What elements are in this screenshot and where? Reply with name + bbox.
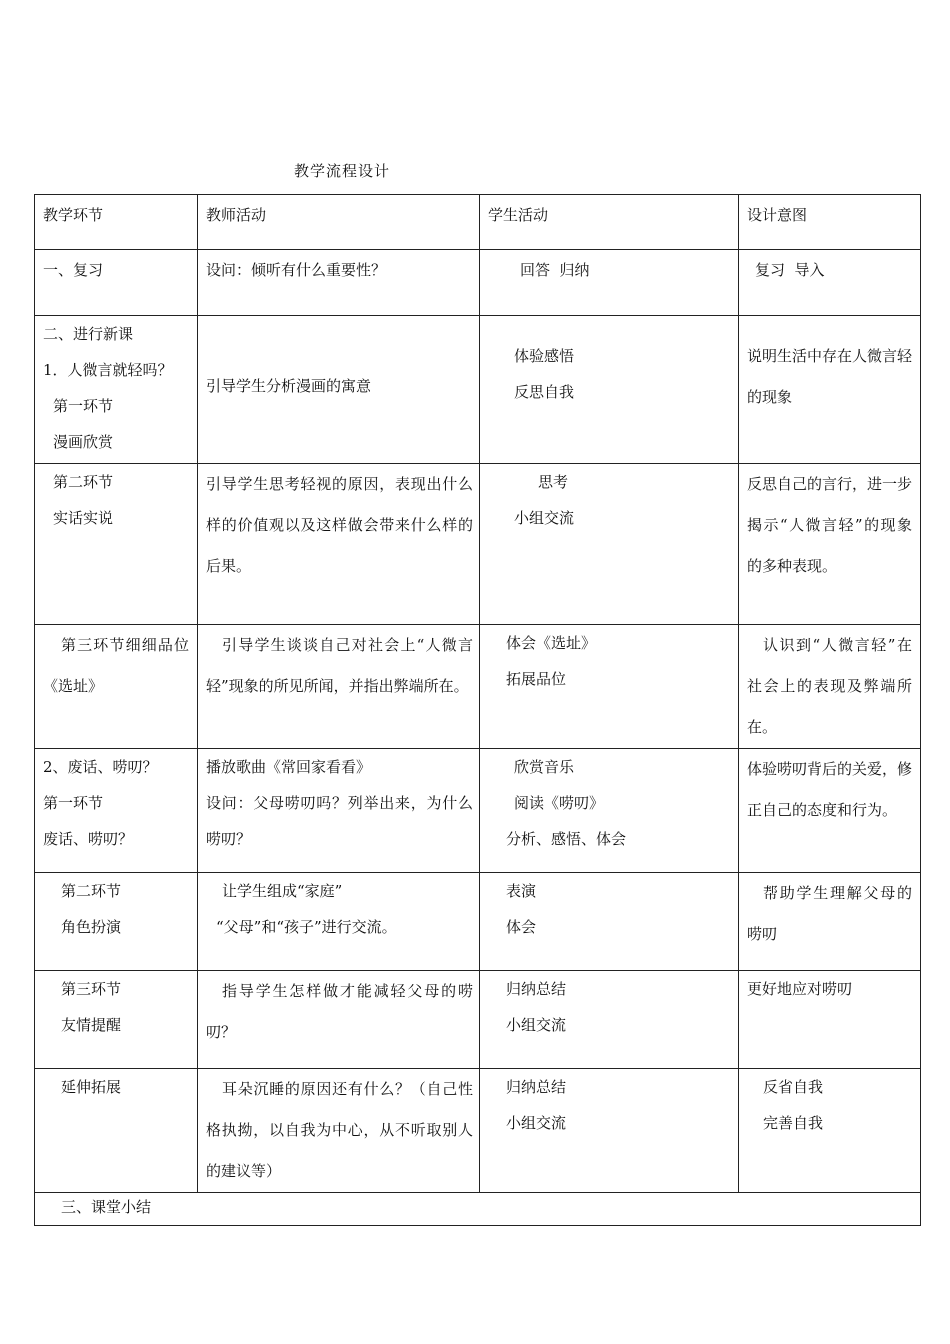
teacher-cell: 耳朵沉睡的原因还有什么？（自己性格执拗，以自我为中心，从不听取别人的建议等） xyxy=(198,1069,480,1193)
stage-cell: 二、进行新课 1．人微言就轻吗？ 第一环节 漫画欣赏 xyxy=(35,316,198,464)
table-header-row xyxy=(35,195,921,250)
header-intent: 设计意图 xyxy=(739,195,921,250)
student-cell: 思考 小组交流 xyxy=(480,464,739,625)
stage-cell: 2、废话、唠叨？ 第一环节 废话、唠叨？ xyxy=(35,749,198,873)
stage-cell: 第三环节 友情提醒 xyxy=(35,971,198,1069)
intent-cell: 体验唠叨背后的关爱，修正自己的态度和行为。 xyxy=(739,749,921,873)
table-row xyxy=(35,316,921,464)
table-row xyxy=(35,464,921,625)
teacher-cell: 播放歌曲《常回家看看》 设问：父母唠叨吗？列举出来，为什么唠叨？ xyxy=(198,749,480,873)
teacher-cell: 设问：倾听有什么重要性？ xyxy=(198,250,480,316)
student-cell: 欣赏音乐 阅读《唠叨》 分析、感悟、体会 xyxy=(480,749,739,873)
table-row xyxy=(35,250,921,316)
teacher-cell: 引导学生分析漫画的寓意 xyxy=(198,316,480,464)
stage-cell: 一、复习 xyxy=(35,250,198,316)
intent-cell: 反思自己的言行，进一步揭示“人微言轻”的现象的多种表现。 xyxy=(739,464,921,625)
header-student: 学生活动 xyxy=(480,195,739,250)
teaching-flow-table xyxy=(34,194,921,1226)
stage-cell: 第三环节细细品位《选址》 xyxy=(35,625,198,749)
summary-row xyxy=(35,1193,921,1226)
student-cell: 回答 归纳 xyxy=(480,250,739,316)
table-row xyxy=(35,625,921,749)
table-row xyxy=(35,971,921,1069)
student-cell: 表演 体会 xyxy=(480,873,739,971)
teacher-cell: 引导学生谈谈自己对社会上“人微言轻”现象的所见所闻，并指出弊端所在。 xyxy=(198,625,480,749)
summary-cell: 三、课堂小结 xyxy=(35,1193,921,1226)
header-teacher: 教师活动 xyxy=(198,195,480,250)
intent-cell: 复习 导入 xyxy=(739,250,921,316)
student-cell: 体会《选址》 拓展品位 xyxy=(480,625,739,749)
teacher-cell: 指导学生怎样做才能减轻父母的唠叨？ xyxy=(198,971,480,1069)
intent-cell: 说明生活中存在人微言轻的现象 xyxy=(739,316,921,464)
intent-cell: 更好地应对唠叨 xyxy=(739,971,921,1069)
intent-cell: 帮助学生理解父母的唠叨 xyxy=(739,873,921,971)
stage-cell: 延伸拓展 xyxy=(35,1069,198,1193)
table-row xyxy=(35,873,921,971)
table-row xyxy=(35,1069,921,1193)
stage-cell: 第二环节 角色扮演 xyxy=(35,873,198,971)
page-title: 教学流程设计 xyxy=(294,162,391,180)
teacher-cell: 让学生组成“家庭” “父母”和“孩子”进行交流。 xyxy=(198,873,480,971)
intent-cell: 反省自我 完善自我 xyxy=(739,1069,921,1193)
student-cell: 归纳总结 小组交流 xyxy=(480,1069,739,1193)
student-cell: 归纳总结 小组交流 xyxy=(480,971,739,1069)
stage-cell: 第二环节 实话实说 xyxy=(35,464,198,625)
header-stage: 教学环节 xyxy=(35,195,198,250)
table-row xyxy=(35,749,921,873)
teacher-cell: 引导学生思考轻视的原因，表现出什么样的价值观以及这样做会带来什么样的后果。 xyxy=(198,464,480,625)
intent-cell: 认识到“人微言轻”在社会上的表现及弊端所在。 xyxy=(739,625,921,749)
student-cell: 体验感悟 反思自我 xyxy=(480,316,739,464)
